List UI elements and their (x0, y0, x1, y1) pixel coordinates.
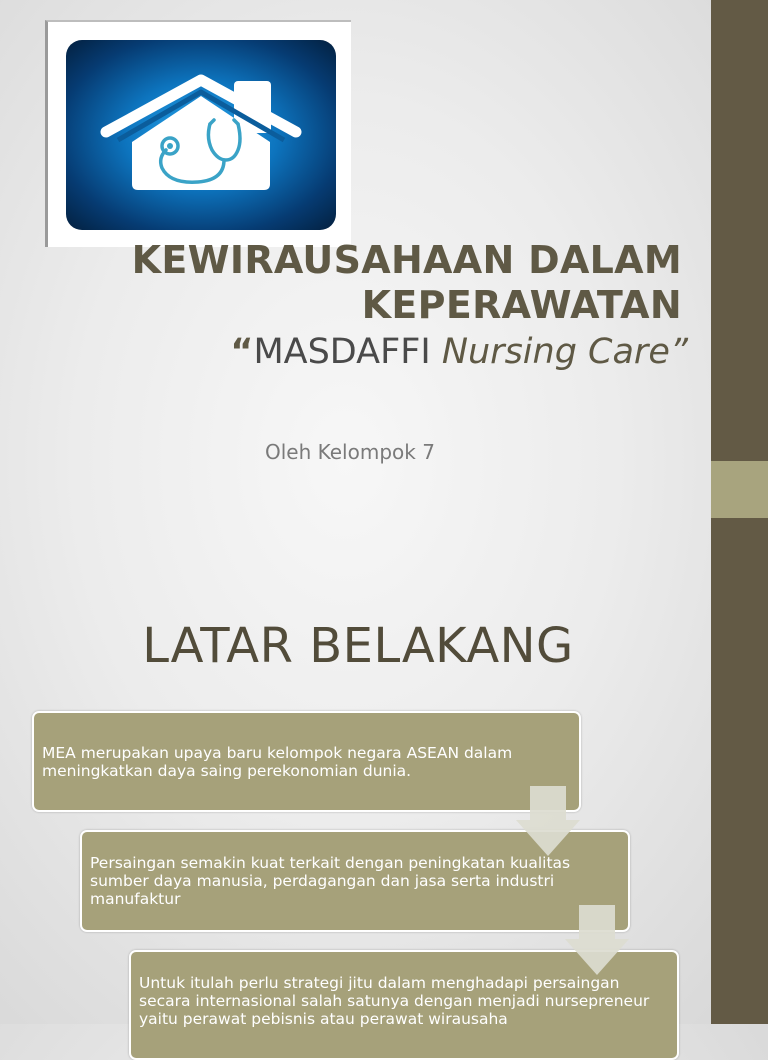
title-line-2: KEPERAWATAN (361, 283, 682, 327)
author-line: Oleh Kelompok 7 (265, 440, 435, 464)
chevron-down-arrow-icon (565, 905, 629, 977)
presentation-title (82, 238, 682, 328)
chevron-down-arrow-icon (516, 786, 580, 858)
right-accent-band-highlight (711, 461, 768, 518)
process-step-2-text: Persaingan semakin kuat terkait dengan peningkatan kualitas sumber daya manusia, perdagangan dan jasa serta industri manufaktur (90, 854, 571, 908)
title-line-1: KEWIRAUSAHAAN DALAM (131, 238, 682, 282)
subtitle-italic: Nursing Care” (441, 332, 688, 372)
subtitle-open-quote: “ (230, 332, 254, 372)
section-heading: LATAR BELAKANG (142, 618, 574, 674)
process-step-1 (32, 711, 581, 812)
process-step-3-text: Untuk itulah perlu strategi jitu dalam menghadapi persaingan secara internasional salah satunya dengan menjadi nursepreneur yaitu perawat pebisnis atau perawat wirausaha (139, 974, 650, 1028)
house-stethoscope-logo-icon (66, 40, 336, 230)
logo-image-frame (45, 20, 351, 247)
process-step-1-text: MEA merupakan upaya baru kelompok negara ASEAN dalam meningkatkan daya saing perekonomian dunia. (42, 743, 513, 780)
subtitle-brand: MASDAFFI (253, 332, 431, 372)
presentation-subtitle (88, 330, 688, 374)
